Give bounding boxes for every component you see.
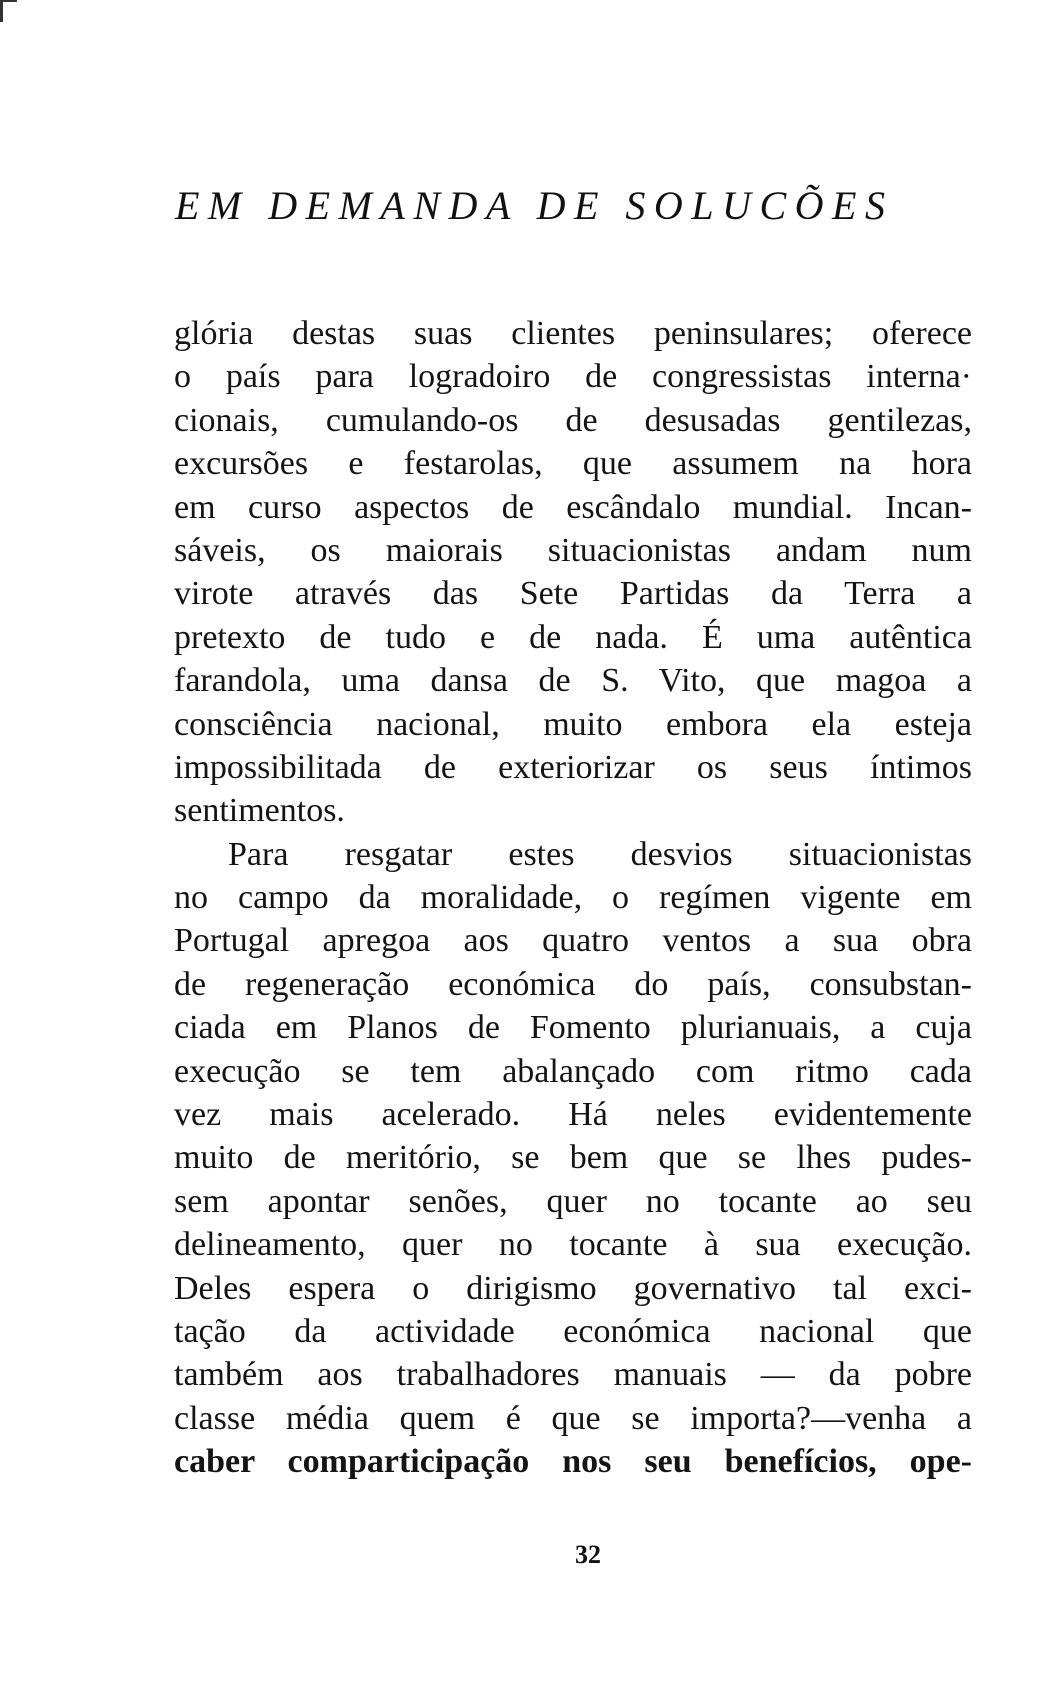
- text-line: sáveis, os maiorais situacionistas andam num: [174, 531, 972, 569]
- text-line: virote através das Sete Partidas da Terra a: [174, 575, 972, 613]
- text-line: pretexto de tudo e de nada. É uma autêntica: [174, 618, 972, 656]
- text-line: no campo da moralidade, o regímen vigente em: [174, 879, 972, 917]
- text-line: sentimentos.: [174, 792, 345, 830]
- running-head: EM DEMANDA DE SOLUCÕES: [175, 183, 894, 228]
- text-line: execução se tem abalançado com ritmo cada: [174, 1052, 972, 1090]
- text-line: Para resgatar estes desvios situacionistas: [228, 835, 972, 873]
- scan-corner-mark: [0, 0, 17, 22]
- body-text: [174, 312, 972, 1484]
- text-line: o país para logradoiro de congressistas interna·: [174, 358, 972, 396]
- text-line: ciada em Planos de Fomento plurianuais, a cuja: [174, 1009, 972, 1047]
- text-line: tação da actividade económica nacional que: [174, 1312, 972, 1350]
- text-line: farandola, uma dansa de S. Vito, que magoa a: [174, 662, 972, 700]
- text-line: Portugal apregoa aos quatro ventos a sua obra: [174, 922, 972, 960]
- text-line: delineamento, quer no tocante à sua execução.: [174, 1226, 972, 1264]
- text-line: em curso aspectos de escândalo mundial. Incan-: [174, 488, 972, 526]
- text-line: classe média quem é que se importa?—venha a: [174, 1399, 972, 1437]
- text-line: cionais, cumulando-os de desusadas gentilezas,: [174, 401, 972, 439]
- text-line: vez mais acelerado. Há neles evidentemente: [174, 1096, 972, 1134]
- text-line: sem apontar senões, quer no tocante ao seu: [174, 1182, 972, 1220]
- text-line: também aos trabalhadores manuais — da pobre: [174, 1356, 972, 1394]
- text-line: muito de meritório, se bem que se lhes pudes-: [174, 1139, 972, 1177]
- text-line: consciência nacional, muito embora ela esteja: [174, 705, 972, 743]
- text-line: glória destas suas clientes peninsulares; oferece: [174, 315, 972, 352]
- page-number: 32: [575, 1540, 601, 1569]
- text-line: Deles espera o dirigismo governativo tal exci-: [174, 1269, 972, 1307]
- text-line: impossibilitada de exteriorizar os seus íntimos: [174, 748, 972, 786]
- text-line: excursões e festarolas, que assumem na hora: [174, 445, 972, 483]
- text-line: de regeneração económica do país, consubstan-: [174, 965, 972, 1003]
- text-line: caber comparticipação nos seu benefícios, ope-: [174, 1443, 972, 1481]
